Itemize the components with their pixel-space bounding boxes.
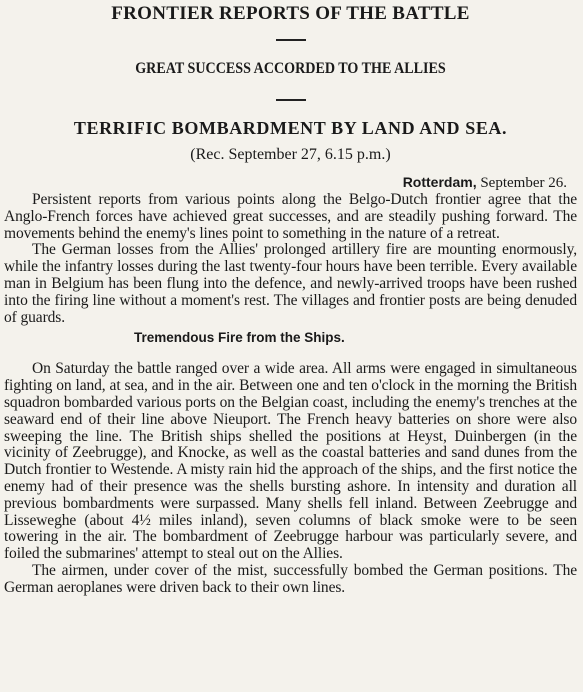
paragraph: The German losses from the Allies' prolonged artillery fire are mounting enormously, while the infantry losses during the last twenty-four hours have been terrible. Every available man in Belgium has been flung into the defence, and newly-arrived troops have been rushed into the firing line without a moment's rest. The villages and frontier posts are being denuded of guards. — [4, 241, 577, 326]
divider-rule — [276, 99, 306, 101]
dateline-place: Rotterdam, — [402, 174, 477, 190]
paragraph: On Saturday the battle ranged over a wide area. All arms were engaged in simultaneous fighting on land, at sea, and in the air. Between one and ten o'clock in the morning the British squadron bombarded various ports on the Belgian coast, including the enemy's trenches at the seaward end of their line above Nieuport. The French heavy batteries on shore were also sweeping the line. The British ships shelled the positions at Heyst, Duinbergen (in the vicinity of Zeebrugge), and Knocke, as well as the coastal batteries and sand dunes from the Dutch frontier to Westende. A misty rain hid the approach of the ships, and the first notice the enemy had of their presence was the shells bursting ashore. In intensity and duration all previous bombardments were surpassed. Many shells fell inland. Between Zeebrugge and Lisseweghe (about 4½ miles inland), seven columns of black smoke were to be seen towering in the air. The bombardment of Zeebrugge harbour was particularly severe, and foiled the submarines' attempt to steal out on the Allies. — [4, 360, 577, 563]
deck-heading: TERRIFIC BOMBARDMENT BY LAND AND SEA. — [73, 118, 508, 138]
section-heading: Tremendous Fire from the Ships. — [134, 330, 345, 346]
received-time: (Rec. September 27, 6.15 p.m.) — [190, 146, 391, 163]
headline: FRONTIER REPORTS OF THE BATTLE — [111, 3, 470, 24]
paragraph: The airmen, under cover of the mist, successfully bombed the German positions. The German aeroplanes were driven back to their own lines. — [4, 561, 577, 596]
subheadline: GREAT SUCCESS ACCORDED TO THE ALLIES — [135, 60, 446, 77]
article-body-part1 — [4, 192, 577, 326]
dateline — [4, 174, 567, 192]
dateline-date: September 26. — [480, 175, 567, 191]
divider-rule — [276, 39, 306, 41]
paragraph: Persistent reports from various points along the Belgo-Dutch frontier agree that the Anglo-French forces have achieved great successes, and are steadily pushing forward. The movements behind the enemy's lines point to something in the nature of a retreat. — [4, 191, 577, 242]
article-body-part2 — [4, 361, 577, 596]
